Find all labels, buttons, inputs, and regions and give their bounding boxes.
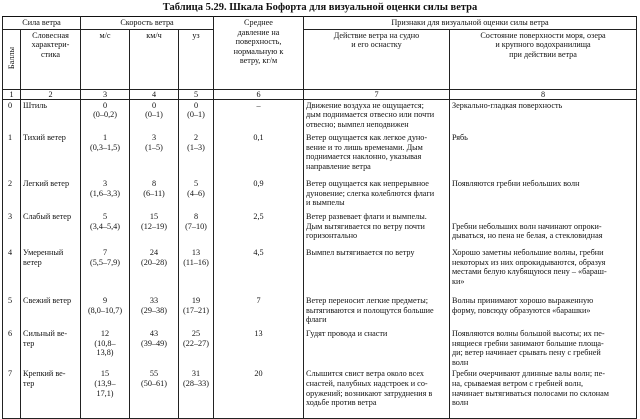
table-row	[3, 295, 637, 328]
header-wind-force: Сила ветра	[3, 17, 81, 30]
cell-line: 55	[149, 369, 159, 379]
cell-line: 33	[149, 296, 159, 306]
cell-line: Штиль	[23, 100, 48, 110]
column-number: 7	[304, 89, 450, 99]
cell-score: 2	[3, 178, 21, 211]
cell-line: 2	[193, 133, 199, 143]
cell-sea	[450, 132, 637, 178]
cell-name	[21, 99, 81, 132]
cell-knots	[179, 132, 214, 178]
cell-line: (29–38)	[141, 305, 167, 315]
cell-line: (0,3–1,5)	[89, 142, 120, 152]
cell-line: ветер	[23, 257, 42, 267]
cell-score: 0	[3, 99, 21, 132]
cell-sea	[450, 211, 637, 247]
cell-knots	[179, 328, 214, 368]
cell-line: 25	[191, 329, 201, 339]
cell-line: (17–21)	[183, 305, 209, 315]
cell-line: Гудят провода и снасти	[306, 329, 388, 339]
cell-sea	[450, 178, 637, 211]
cell-line: (22–27)	[183, 338, 209, 348]
table-header	[3, 17, 637, 100]
cell-line: (1–3)	[187, 142, 205, 152]
cell-kmh	[130, 247, 179, 295]
cell-score: 6	[3, 328, 21, 368]
cell-effect	[304, 211, 450, 247]
cell-ms	[81, 295, 130, 328]
cell-line: 43	[149, 329, 159, 339]
column-numbers-row	[3, 89, 637, 99]
cell-kmh	[130, 211, 179, 247]
cell-name	[21, 368, 81, 418]
cell-line: (13,9–	[94, 379, 116, 389]
cell-line: (0–0,2)	[93, 110, 117, 120]
header-pressure-line: нормальную к	[233, 46, 284, 56]
cell-kmh	[130, 132, 179, 178]
cell-line: 17,1)	[96, 388, 114, 398]
cell-line: 8	[151, 179, 157, 189]
cell-line: ди; ветер начинает срывать пену с гребней	[452, 348, 601, 358]
cell-pressure: 4,5	[214, 247, 304, 295]
cell-line: оружений; возникают затруднения в	[306, 388, 433, 398]
cell-ms	[81, 211, 130, 247]
header-score-label: Баллы	[6, 46, 16, 69]
header-knots: уз	[179, 29, 214, 89]
cell-line: 5	[193, 179, 199, 189]
header-pressure-line: давление на	[237, 27, 280, 37]
cell-line: 3	[151, 133, 157, 143]
cell-line: (4–6)	[187, 188, 205, 198]
cell-kmh	[130, 295, 179, 328]
cell-line: снастей, палубных надстроек и со-	[306, 379, 428, 389]
table-row	[3, 178, 637, 211]
cell-line: 24	[149, 248, 159, 258]
cell-name	[21, 132, 81, 178]
cell-line: Рябь	[452, 133, 468, 143]
cell-line: Ветер ощущается как непрерывное	[306, 179, 429, 189]
cell-line: ходьбе против ветра	[306, 398, 377, 408]
column-number: 2	[21, 89, 81, 99]
cell-knots	[179, 368, 214, 418]
table-body	[3, 99, 637, 418]
cell-line: 0	[193, 100, 199, 110]
cell-line: Сильный ве-	[23, 329, 68, 339]
cell-line: (11–16)	[183, 257, 209, 267]
cell-effect	[304, 328, 450, 368]
cell-name	[21, 295, 81, 328]
header-sea	[450, 29, 637, 89]
cell-line: 8	[193, 212, 199, 222]
cell-line: (1,6–3,3)	[89, 188, 120, 198]
cell-line: Дым вытягивается по ветру почти	[306, 221, 425, 231]
cell-knots	[179, 295, 214, 328]
cell-line: (28–33)	[183, 379, 209, 389]
cell-line: Тихий ветер	[23, 133, 66, 143]
cell-effect	[304, 247, 450, 295]
header-sea-line: при действии ветра	[509, 49, 577, 59]
table-row	[3, 368, 637, 418]
cell-line: дым поднимается отвесно или почти	[306, 110, 435, 120]
cell-line: 13,8)	[96, 348, 114, 358]
cell-ms	[81, 328, 130, 368]
cell-line: (12–19)	[141, 221, 167, 231]
cell-line: Зеркально-гладкая поверхность	[452, 100, 563, 110]
cell-ms	[81, 132, 130, 178]
cell-line: Ветер развевает флаги и вымпелы.	[306, 212, 427, 222]
cell-sea	[450, 328, 637, 368]
cell-line: дуновение; слегка колеблются флаги	[306, 188, 435, 198]
cell-line: Гребни небольших волн начинают опроки-	[452, 221, 602, 231]
cell-line: тер	[23, 379, 35, 389]
cell-line: Свежий ветер	[23, 296, 72, 306]
cell-line: (39–49)	[141, 338, 167, 348]
table-row	[3, 132, 637, 178]
cell-line: 19	[191, 296, 201, 306]
cell-line: флаги	[306, 315, 327, 325]
cell-kmh	[130, 178, 179, 211]
cell-line: Крепкий ве-	[23, 369, 66, 379]
header-sea-line: и крупного водохранилища	[495, 40, 591, 50]
cell-score: 4	[3, 247, 21, 295]
cell-line: тер	[23, 338, 35, 348]
cell-knots	[179, 211, 214, 247]
cell-line: Гребни очерчивают длинные валы волн; пе-	[452, 369, 605, 379]
cell-line: (6–11)	[143, 188, 165, 198]
cell-score: 3	[3, 211, 21, 247]
cell-line: поднимается наклонно, указывая	[306, 152, 422, 162]
header-verbal-line: Словесная	[32, 30, 69, 40]
cell-line: Легкий ветер	[23, 179, 70, 189]
cell-line: (7–10)	[185, 221, 207, 231]
header-kmh: км/ч	[130, 29, 179, 89]
cell-sea	[450, 368, 637, 418]
cell-sea	[450, 247, 637, 295]
cell-effect	[304, 132, 450, 178]
cell-line: 1	[102, 133, 108, 143]
column-number: 8	[450, 89, 637, 99]
cell-line: дываться, но пена не белая, а стекловидная	[452, 231, 603, 241]
header-pressure-line: ветру, кг/м	[239, 56, 278, 66]
cell-line: 7	[102, 248, 108, 258]
cell-line: 15	[100, 369, 110, 379]
header-pressure-line: поверхность,	[235, 37, 282, 47]
table-row	[3, 328, 637, 368]
cell-line: местами белую клубящуюся пену – «бараш-	[452, 267, 607, 277]
cell-line: ки»	[452, 276, 465, 286]
cell-effect	[304, 295, 450, 328]
cell-line: (5,5–7,9)	[89, 257, 120, 267]
cell-kmh	[130, 328, 179, 368]
cell-line: горизонтально	[306, 231, 358, 241]
cell-line: (8,0–10,7)	[87, 305, 123, 315]
cell-line: 31	[191, 369, 201, 379]
cell-line: 12	[100, 329, 110, 339]
cell-line: Хорошо заметны небольшие волны, гребни	[452, 248, 604, 258]
cell-line: отвесно; вымпел неподвижен	[306, 119, 409, 129]
cell-line: начинает вытягиваться полосами по склонам	[452, 388, 609, 398]
cell-line: 5	[102, 212, 108, 222]
column-number: 6	[214, 89, 304, 99]
cell-line: 3	[102, 179, 108, 189]
header-score	[3, 29, 21, 89]
cell-score: 5	[3, 295, 21, 328]
cell-line: 9	[102, 296, 108, 306]
header-speed: Скорость ветра	[81, 17, 214, 30]
table-title: Таблица 5.29. Шкала Бофорта для визуальной оценки силы ветра	[162, 2, 478, 13]
cell-pressure: 7	[214, 295, 304, 328]
cell-line: (3,4–5,4)	[89, 221, 120, 231]
header-sea-line: Состояние поверхности моря, озера	[480, 30, 606, 40]
cell-line: некоторых из них опрокидываются, образуя	[452, 257, 606, 267]
header-effect	[304, 29, 450, 89]
cell-line: Вымпел вытягивается по ветру	[306, 248, 415, 258]
column-number: 4	[130, 89, 179, 99]
cell-effect	[304, 368, 450, 418]
cell-pressure: 13	[214, 328, 304, 368]
cell-knots	[179, 99, 214, 132]
cell-ms	[81, 99, 130, 132]
header-pressure-line: Среднее	[244, 18, 273, 27]
beaufort-table	[2, 16, 637, 419]
cell-line	[452, 212, 634, 222]
cell-score: 1	[3, 132, 21, 178]
cell-line: Ветер ощущается как легкое дуно-	[306, 133, 428, 143]
cell-line: волн	[452, 357, 469, 367]
cell-line: и вымпелы	[306, 198, 345, 208]
cell-line: 0	[151, 100, 157, 110]
cell-line: Появляются волны большой высоты; их пе-	[452, 329, 605, 339]
cell-kmh	[130, 99, 179, 132]
cell-name	[21, 247, 81, 295]
cell-line: (50–61)	[141, 379, 167, 389]
column-number: 3	[81, 89, 130, 99]
cell-line: Волны принимают хорошо выраженную	[452, 296, 594, 306]
header-ms: м/с	[81, 29, 130, 89]
cell-knots	[179, 247, 214, 295]
header-effect-line: и его оснастку	[351, 40, 402, 50]
cell-pressure: 0,9	[214, 178, 304, 211]
header-verbal-line: стика	[40, 49, 61, 59]
cell-line: 0	[102, 100, 108, 110]
cell-line: (0–1)	[145, 110, 163, 120]
column-number: 1	[3, 89, 21, 99]
cell-line: направление ветра	[306, 161, 371, 171]
cell-name	[21, 328, 81, 368]
cell-line: нящиеся гребни занимают большие площа-	[452, 338, 604, 348]
cell-pressure: 0,1	[214, 132, 304, 178]
cell-line: Умеренный	[23, 248, 64, 258]
header-signs: Признаки для визуальной оценки силы ветра	[304, 17, 637, 30]
cell-line: (1–5)	[145, 142, 163, 152]
header-verbal	[21, 29, 81, 89]
cell-line: Движение воздуха не ощущается;	[306, 100, 424, 110]
cell-line: форму, повсюду образуются «барашки»	[452, 305, 591, 315]
cell-pressure: –	[214, 99, 304, 132]
cell-sea	[450, 295, 637, 328]
cell-ms	[81, 368, 130, 418]
cell-pressure: 20	[214, 368, 304, 418]
header-verbal-line: характери-	[31, 40, 70, 50]
cell-kmh	[130, 368, 179, 418]
cell-line: вение и то лишь временами. Дым	[306, 142, 423, 152]
header-effect-line: Действие ветра на судно	[333, 30, 420, 40]
cell-line: Слабый ветер	[23, 212, 72, 222]
cell-ms	[81, 247, 130, 295]
table-row	[3, 99, 637, 132]
cell-name	[21, 211, 81, 247]
cell-line: (10,8–	[94, 338, 116, 348]
cell-line: Появляются гребни небольших волн	[452, 179, 580, 189]
cell-pressure: 2,5	[214, 211, 304, 247]
cell-name	[21, 178, 81, 211]
cell-line: 15	[149, 212, 159, 222]
cell-line: на, срываемая ветром с гребней волн,	[452, 379, 584, 389]
cell-line: (0–1)	[187, 110, 205, 120]
table-row	[3, 211, 637, 247]
cell-score: 7	[3, 368, 21, 418]
column-number: 5	[179, 89, 214, 99]
cell-line: (20–28)	[141, 257, 167, 267]
header-pressure	[214, 17, 304, 90]
cell-line: Ветер переносит легкие предметы;	[306, 296, 428, 306]
cell-line: 13	[191, 248, 201, 258]
cell-ms	[81, 178, 130, 211]
cell-effect	[304, 178, 450, 211]
cell-effect	[304, 99, 450, 132]
cell-line: волн	[452, 398, 469, 408]
table-row	[3, 247, 637, 295]
cell-line: вытягиваются и полощутся большие	[306, 305, 434, 315]
cell-knots	[179, 178, 214, 211]
cell-sea	[450, 99, 637, 132]
cell-line: Слышится свист ветра около всех	[306, 369, 424, 379]
